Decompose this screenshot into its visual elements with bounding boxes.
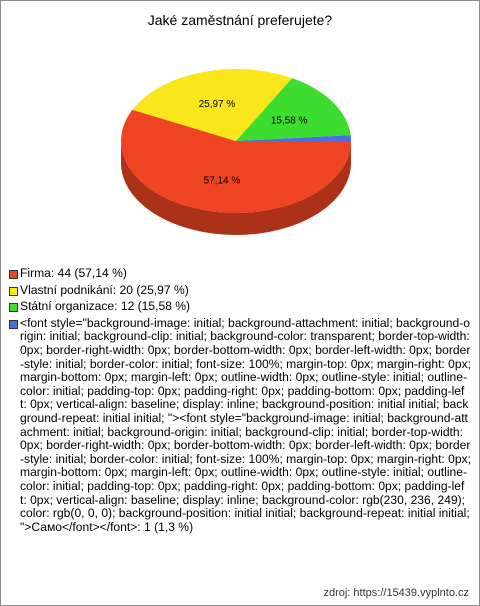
legend-item xyxy=(9,300,471,314)
legend-swatch xyxy=(9,287,18,296)
chart-title: Jaké zaměstnání preferujete? xyxy=(147,12,333,28)
legend-label: Firma: 44 (57,14 %) xyxy=(20,266,127,280)
legend-item xyxy=(9,267,471,281)
legend-swatch xyxy=(9,303,18,312)
legend-item xyxy=(9,317,471,535)
slice-label-0: 57,14 % xyxy=(203,175,241,187)
legend-swatch xyxy=(9,320,18,329)
legend-item xyxy=(9,284,471,298)
chart-legend xyxy=(9,267,471,537)
pie-chart xyxy=(1,1,479,261)
legend-label: Vlastní podnikání: 20 (25,97 %) xyxy=(20,282,189,297)
slice-label-2: 15,58 % xyxy=(270,115,308,127)
legend-swatch xyxy=(9,270,18,279)
slice-label-1: 25,97 % xyxy=(198,99,236,111)
source-note: zdroj: https://15439.vyplnto.cz xyxy=(323,587,469,599)
legend-label: <font style="background-image: initial; background-attachment: initial; background-origin: initial; background-clip: initial; background-color: transparent; border-top-width: 0px; border-right-width: 0px; border-bottom-width: 0px; border-left-width: 0px; border-style: initial; border-color: initial; font-size: 100%; margin-top: 0px; margin-right: 0px; margin-bottom: 0px; margin-left: 0px; outline-width: 0px; outline-style: initial; outline-color: initial; padding-top: 0px; padding-right: 0px; padding-bottom: 0px; padding-left: 0px; vertical-align: baseline; display: inline; background-position: initial initial; background-repeat: initial initial; "><font style="background-image: initial; background-attachment: initial; background-origin: initial; background-clip: initial; border-top-width: 0px; border-right-width: 0px; border-bottom-width: 0px; border-left-width: 0px; border-style: initial; border-color: initial; font-size: 100%; margin-top: 0px; margin-right: 0px; margin-bottom: 0px; margin-left: 0px; outline-width: 0px; outline-style: initial; outline-color: initial; padding-top: 0px; padding-right: 0px; padding-bottom: 0px; padding-left: 0px; vertical-align: baseline; display: inline; background-color: rgb(230, 236, 249); color: rgb(0, 0, 0); background-position: initial initial; background-repeat: initial initial; ">Само</font></font>: 1 (1,3 %) xyxy=(20,315,472,534)
legend-label: Státní organizace: 12 (15,58 %) xyxy=(20,299,191,314)
